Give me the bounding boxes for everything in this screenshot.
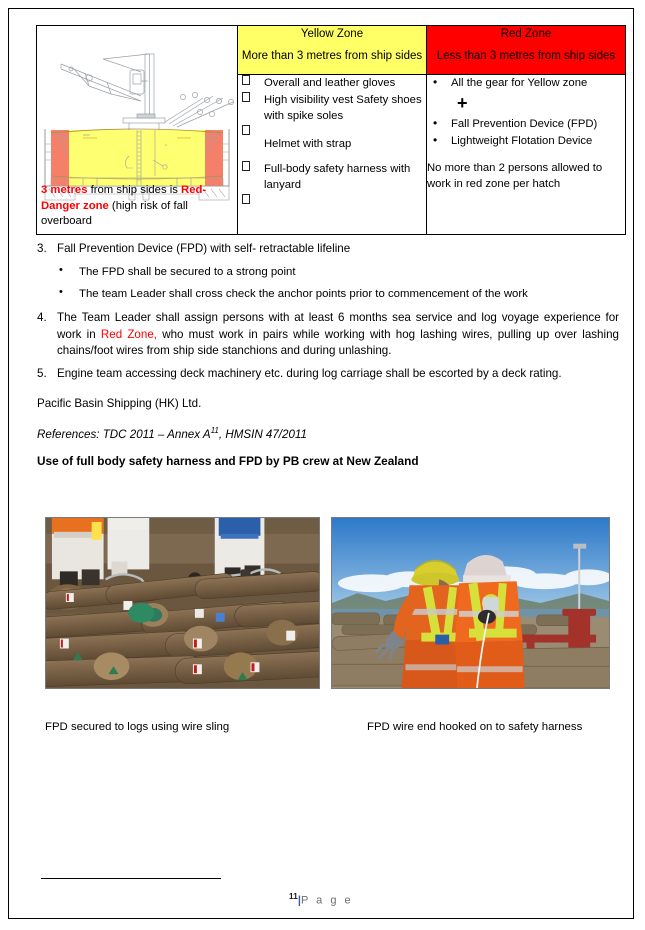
item-number: 4. (37, 310, 47, 324)
list-item (427, 116, 625, 132)
list-item (238, 75, 426, 91)
photo-crew-with-harness (331, 517, 610, 689)
yellow-item-text: Helmet with strap (264, 138, 352, 151)
list-item-spacer (238, 125, 426, 135)
references-superscript: 11 (210, 425, 219, 435)
procedure-content (29, 241, 619, 468)
company-name: Pacific Basin Shipping (HK) Ltd. (37, 397, 202, 411)
list-item-spacer (238, 194, 426, 204)
svg-text:A: A (165, 143, 168, 147)
red-zone-requirements (427, 75, 626, 235)
caption-red-metres: 3 metres (41, 184, 88, 197)
yellow-zone-subtitle: More than 3 metres from ship sides (241, 50, 423, 63)
page-number: 11 (288, 891, 298, 901)
page-footer (9, 891, 633, 907)
spacer (238, 153, 426, 160)
photo-section-heading: Use of full body safety harness and FPD by PB crew at New Zealand (37, 453, 419, 468)
caption-red-danger-zone: Red-Danger zone (41, 184, 207, 212)
red-zone-list-top (427, 75, 625, 91)
list-item (238, 92, 426, 124)
ship-cross-section-diagram (37, 26, 237, 206)
checkbox-icon (242, 161, 250, 171)
photo-caption-left: FPD secured to logs using wire sling (45, 721, 230, 733)
yellow-zone-title: Yellow Zone (300, 28, 364, 40)
list-item (427, 133, 625, 149)
item-text-pre: The Team Leader shall assign persons with at least 6 months sea service and log voyage experience for work in (57, 310, 619, 341)
red-zone-note: No more than 2 persons allowed to work in red zone per hatch (427, 162, 603, 191)
references-suffix: , HMSIN 47/2011 (218, 427, 307, 441)
red-item-text: Fall Prevention Device (FPD) (451, 118, 598, 131)
red-zone-list-bottom (427, 116, 625, 149)
sub-item-3-2 (29, 286, 619, 303)
item-text: Fall Prevention Device (FPD) with self- retractable lifeline (57, 242, 351, 255)
yellow-zone-requirements (238, 75, 427, 235)
numbered-item-3 (29, 241, 619, 258)
document-page (8, 8, 634, 919)
yellow-item-text: High visibility vest Safety shoes with spike soles (264, 94, 422, 123)
photo-1-image (46, 518, 319, 688)
checkbox-icon (242, 194, 250, 204)
red-item-text: Lightweight Flotation Device (451, 135, 593, 148)
numbered-item-4 (29, 310, 619, 360)
red-zone-subtitle: Less than 3 metres from ship sides (436, 50, 616, 63)
item-number: 3. (37, 242, 47, 255)
references-prefix: References: TDC 2011 – Annex A (37, 427, 211, 441)
numbered-item-5 (29, 366, 619, 383)
photo-2-image (332, 518, 609, 688)
caption-mid-1: from ship sides is (87, 184, 182, 197)
footer-separator: | (297, 894, 301, 907)
safety-zone-table (36, 25, 626, 235)
item-text: Engine team accessing deck machinery etc. during log carriage shall be escorted by a deck rating. (57, 367, 562, 381)
references-line (37, 426, 619, 441)
list-item (427, 75, 625, 91)
photo-gallery (45, 517, 620, 689)
red-zone-header (427, 26, 626, 75)
footer-page-word: P a g e (300, 894, 354, 907)
sub-item-3-1 (29, 264, 619, 281)
yellow-zone-header (238, 26, 427, 75)
yellow-item-text: Overall and leather gloves (264, 77, 396, 90)
list-item (238, 161, 426, 193)
caption-mid-2: (high risk of fall overboard (41, 199, 188, 228)
yellow-item-text: Full-body safety harness with lanyard (264, 163, 411, 192)
checkbox-icon (242, 75, 250, 85)
sub-item-text: The team Leader shall cross check the anchor points prior to commencement of the work (79, 288, 528, 301)
photo-logs-with-wire-sling (45, 517, 320, 689)
checkbox-icon (242, 125, 250, 135)
diagram-caption (41, 183, 233, 230)
checkbox-icon (242, 92, 250, 102)
svg-text:4000: 4000 (83, 133, 90, 137)
footnote-separator (41, 878, 221, 879)
table-header-row (37, 26, 626, 75)
list-item (238, 136, 426, 152)
red-zone-title: Red Zone (500, 28, 552, 40)
red-item-text: All the gear for Yellow zone (451, 77, 588, 90)
item-number: 5. (37, 367, 47, 381)
svg-text:4000: 4000 (141, 79, 148, 83)
plus-symbol: + (457, 93, 468, 114)
item-text-highlight: Red Zone, (100, 327, 157, 341)
item-text-post: who must work in pairs while working with hog lashing wires, pulling up over lashing chains/foot wires from ship side stanchions and during unlashing. (57, 327, 619, 358)
yellow-zone-list (238, 75, 426, 204)
ship-diagram-cell (37, 26, 238, 235)
photo-caption-right: FPD wire end hooked on to safety harness (367, 721, 583, 733)
sub-item-text: The FPD shall be secured to a strong point (79, 265, 296, 278)
